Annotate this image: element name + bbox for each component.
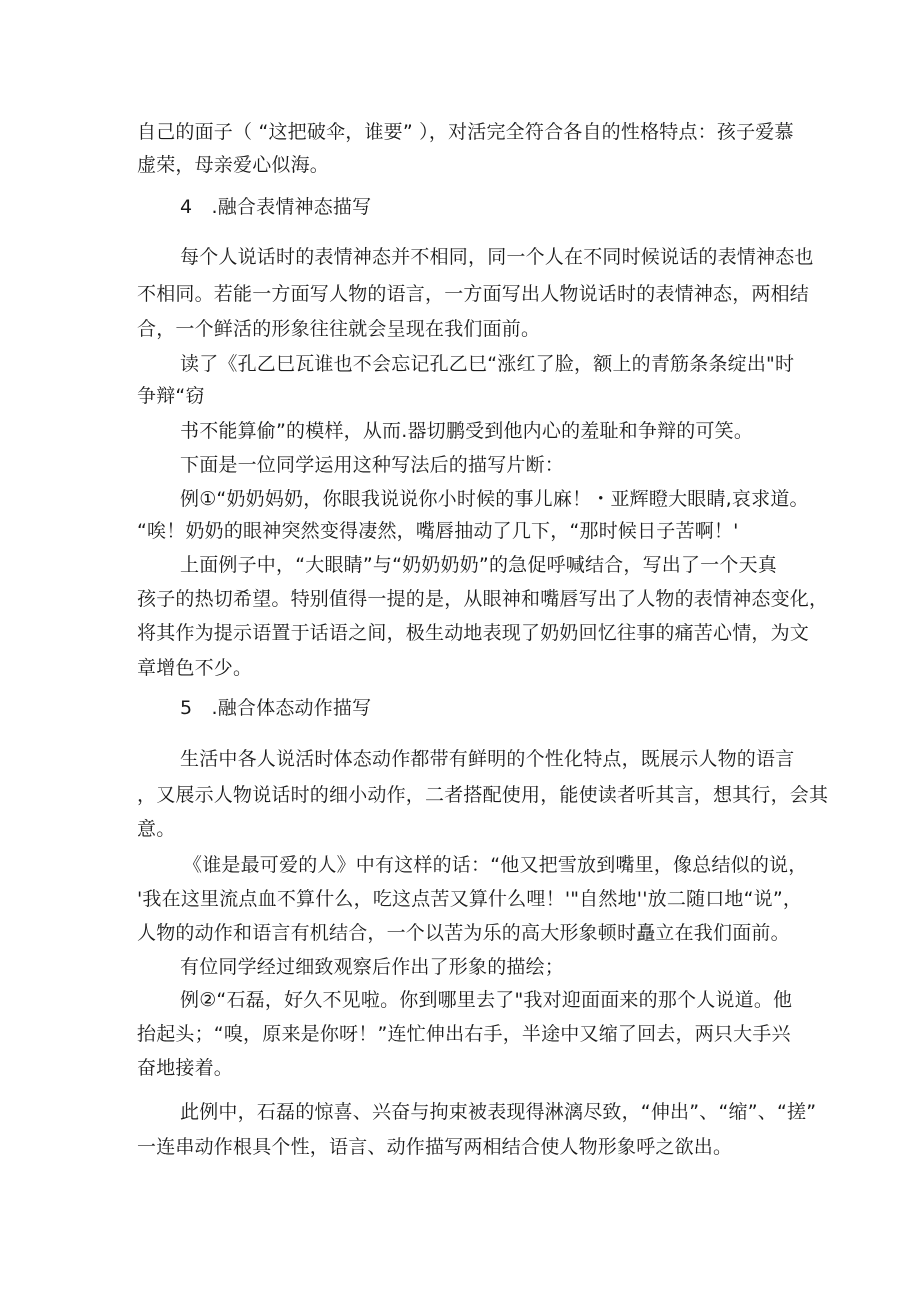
section-heading: 4 .融合表情神态描写: [180, 196, 372, 218]
text-line: 下面是一位同学运用这种写法后的描写片断：: [180, 454, 565, 476]
text-line: 将其作为提示语置于话语之间，极生动地表现了奶奶回忆往事的痛苦心情，为文: [137, 622, 810, 644]
text-line: 例②“石磊，好久不见啦。你到哪里去了"我对迎面面来的那个人说道。他: [180, 989, 793, 1011]
text-line: 读了《孔乙巳瓦谁也不会忘记孔乙巳“涨红了脸，额上的青筋条条绽出"时: [180, 353, 795, 375]
text-line: 一连串动作根具个性，语言、动作描写两相结合使人物形象呼之欲出。: [137, 1136, 733, 1158]
text-line: 虚荣，母亲爱心似海。: [137, 154, 330, 176]
text-line: 上面例子中，“大眼睛”与“奶奶奶奶”的急促呼喊结合，写出了一个天真: [180, 554, 777, 576]
text-line: ，又展示人物说话时的细小动作，二者搭配使用，能使读者听其言，想其行，会其: [137, 784, 829, 806]
text-line: 书不能算偷”的模样，从而.器切鹏受到他内心的羞耻和争辩的可笑。: [180, 420, 754, 442]
text-line: 意。: [137, 818, 176, 840]
text-line: 奋地接着。: [137, 1057, 234, 1079]
text-line: 《谁是最可爱的人》中有这样的话：“他又把雪放到嘴里，像总结似的说，: [183, 854, 808, 876]
section-heading: 5 .融合体态动作描写: [180, 697, 372, 719]
text-line: 合，一个鲜活的形象往往就会呈现在我们面前。: [137, 318, 541, 340]
text-line: 例①“奶奶妈奶，你眼我说说你小时候的事儿麻！・亚辉瞪大眼睛,哀求道。: [180, 488, 809, 510]
text-line: “唉！奶奶的眼神突然变得凄然，嘴唇抽动了几下，“那时候日子苦啊！': [137, 520, 739, 542]
text-line: 自己的面子（ “这把破伞，谁要” ），对活完全符合各自的性格特点：孩子爱慕: [137, 121, 794, 143]
text-line: 有位同学经过细致观察后作出了形象的描绘；: [180, 956, 565, 978]
text-line: 章增色不少。: [137, 657, 253, 679]
text-line: 争辩“窃: [137, 385, 205, 407]
text-line: 人物的动作和语言有机结合，一个以苦为乐的高大形象顿时矗立在我们面前。: [137, 922, 790, 944]
text-line: '我在这里流点血不算什么，吃这点苦又算什么哩！'"自然地''放二随口地“说”，: [137, 888, 803, 910]
text-line: 每个人说话时的表情神态并不相同，同一个人在不同时候说话的表情神态也: [180, 246, 814, 268]
text-line: 此例中，石磊的惊喜、兴奋与拘束被表现得淋漓尽致，“伸出”、“缩”、“搓”: [180, 1101, 817, 1123]
text-line: 孩子的热切希望。特别值得一提的是，从眼神和嘴唇写出了人物的表情神态变化，: [137, 588, 829, 610]
text-line: 不相同。若能一方面写人物的语言，一方面写出人物说话时的表情神态，两相结: [137, 283, 810, 305]
text-line: 生活中各人说活时体态动作都带有鲜明的个性化特点，既展示人物的语言: [180, 748, 795, 770]
text-line: 抬起头；“嗅，原来是你呀！”连忙伸出右手，半途中又缩了回去，两只大手兴: [137, 1023, 791, 1045]
